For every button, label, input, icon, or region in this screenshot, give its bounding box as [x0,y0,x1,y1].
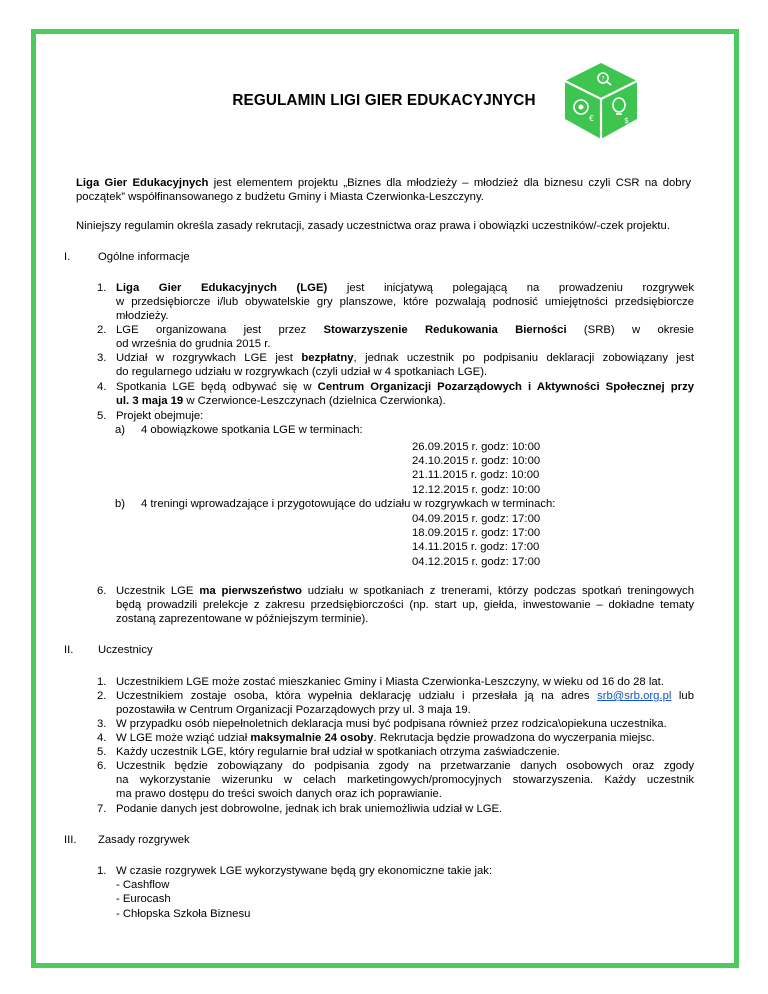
svg-text:?: ? [601,75,605,83]
date-item: 21.11.2015 r. godz: 10:00 [412,469,540,482]
s2-item-6: 6. Uczestnik będzie zobowiązany do podpisania zgody na przetwarzanie danych osobowych oraz zgody na wykorzystanie wizerunku w celach marketingowych/promocyjnych stowarzyszenia. Każdy uczestnik ma prawo dostępu do treści swoich danych oraz ich poprawianie. [97,760,694,801]
date-item: 04.12.2015 r. godz: 17:00 [412,555,541,568]
date-item: 26.09.2015 r. godz: 10:00 [412,441,541,453]
email-link[interactable]: srb@srb.org.pl [597,690,672,702]
s2-item-1: 1. Uczestnikiem LGE może zostać mieszkaniec Gminy i Miasta Czerwionka-Leszczyny, w wieku od 16 do 28 lat. [97,676,664,688]
date-item: 12.12.2015 r. godz: 10:00 [412,483,541,496]
date-item: 24.10.2015 r. godz: 10:00 [412,455,541,468]
s3-item-1: 1. W czasie rozgrywek LGE wykorzystywane będą gry ekonomiczne takie jak: - Cashflow - Eurocash - Chłopska Szkoła Biznesu [97,864,694,921]
s1-sub-a-dates [412,440,540,497]
s1-item-3: 3. Udział w rozgrywkach LGE jest bezpłatny, jednak uczestnik po podpisaniu deklaracji zobowiązany jest do regularnego udziału w rozgrywkach (czyli udział w 4 spotkaniach LGE). [97,352,695,379]
s1-sub-b: b) 4 treningi wprowadzające i przygotowujące do udziału w rozgrywkach w terminach: [115,498,556,510]
s2-item-7: 7. Podanie danych jest dobrowolne, jednak ich brak uniemożliwia udział w LGE. [97,803,503,815]
s2-item-3: 3. W przypadku osób niepełnoletnich deklaracja musi być podpisana również przez rodzica\opiekuna uczestnika. [97,718,667,730]
s1-sub-a: a) 4 obowiązkowe spotkania LGE w terminach: [115,424,363,436]
game-item: - Chłopska Szkoła Biznesu [116,907,251,920]
date-item: 18.09.2015 r. godz: 17:00 [412,527,541,540]
game-item: - Cashflow [116,879,170,892]
s1-item-6: 6. Uczestnik LGE ma pierwszeństwo udziału w spotkaniach z trenerami, którzy podczas spotkań treningowych będą prowadzili prelekcje z zakresu przedsiębiorczości (np. start up, giełda, inwestowanie – dokładne tematy zostaną zaprezentowane w późniejszym terminie). [97,585,694,626]
s1-item-1: 1. Liga Gier Edukacyjnych (LGE) jest inicjatywą polegającą na prowadzeniu rozgrywek w przedsiębiorcze i/lub obywatelskie gry planszowe, które pozwalają podnosić umiejętności przedsiębiorcze młodzieży. [97,282,694,323]
page-title: REGULAMIN LIGI GIER EDUKACYJNYCH [232,92,536,109]
s1-sub-b-dates [412,512,540,569]
intro-paragraph-1-line-2: początek” współfinansowanego z budżetu Gminy i Miasta Czerwionka-Leszczyny. [76,191,484,203]
section-2-heading: II. Uczestnicy [64,644,153,656]
intro-paragraph-2: Niniejszy regulamin określa zasady rekrutacji, zasady uczestnictwa oraz prawa i obowiązki uczestników/-czek projektu. [76,220,670,232]
section-3-heading: III. Zasady rozgrywek [64,834,190,846]
s2-item-4: 4. W LGE może wziąć udział maksymalnie 24 osoby. Rekrutacja będzie prowadzona do wyczerpania miejsc. [97,732,655,744]
date-item: 14.11.2015 r. godz: 17:00 [412,541,540,554]
s1-item-5: 5. Projekt obejmuje: [97,410,204,422]
s2-item-2: 2. Uczestnikiem zostaje osoba, która wypełnia deklarację udziału i przesłała ją na adres srb@srb.org.pl lub pozostawiła w Centrum Organizacji Pozarządowych przy ul. 3 maja 19. [97,690,694,717]
intro-paragraph-1-line-1: Liga Gier Edukacyjnych jest elementem projektu „Biznes dla młodzieży – młodzież dla biznesu czyli CSR na dobry [76,177,691,189]
section-1-heading: I. Ogólne informacje [64,251,190,263]
game-item: - Eurocash [116,893,171,906]
s1-item-2: 2. LGE organizowana jest przez Stowarzyszenie Redukowania Bierności (SRB) w okresie od września do grudnia 2015 r. [97,324,694,351]
date-item: 04.09.2015 r. godz: 17:00 [412,513,541,525]
svg-text:€: € [589,114,595,123]
s1-item-4: 4. Spotkania LGE będą odbywać się w Centrum Organizacji Pozarządowych i Aktywności Społecznej przy ul. 3 maja 19 w Czerwionce-Leszczynach (dzielnica Czerwionka). [97,381,694,408]
svg-text:$: $ [624,116,630,125]
s2-item-5: 5. Każdy uczestnik LGE, który regularnie brał udział w spotkaniach otrzyma zaświadczenie. [97,746,560,758]
